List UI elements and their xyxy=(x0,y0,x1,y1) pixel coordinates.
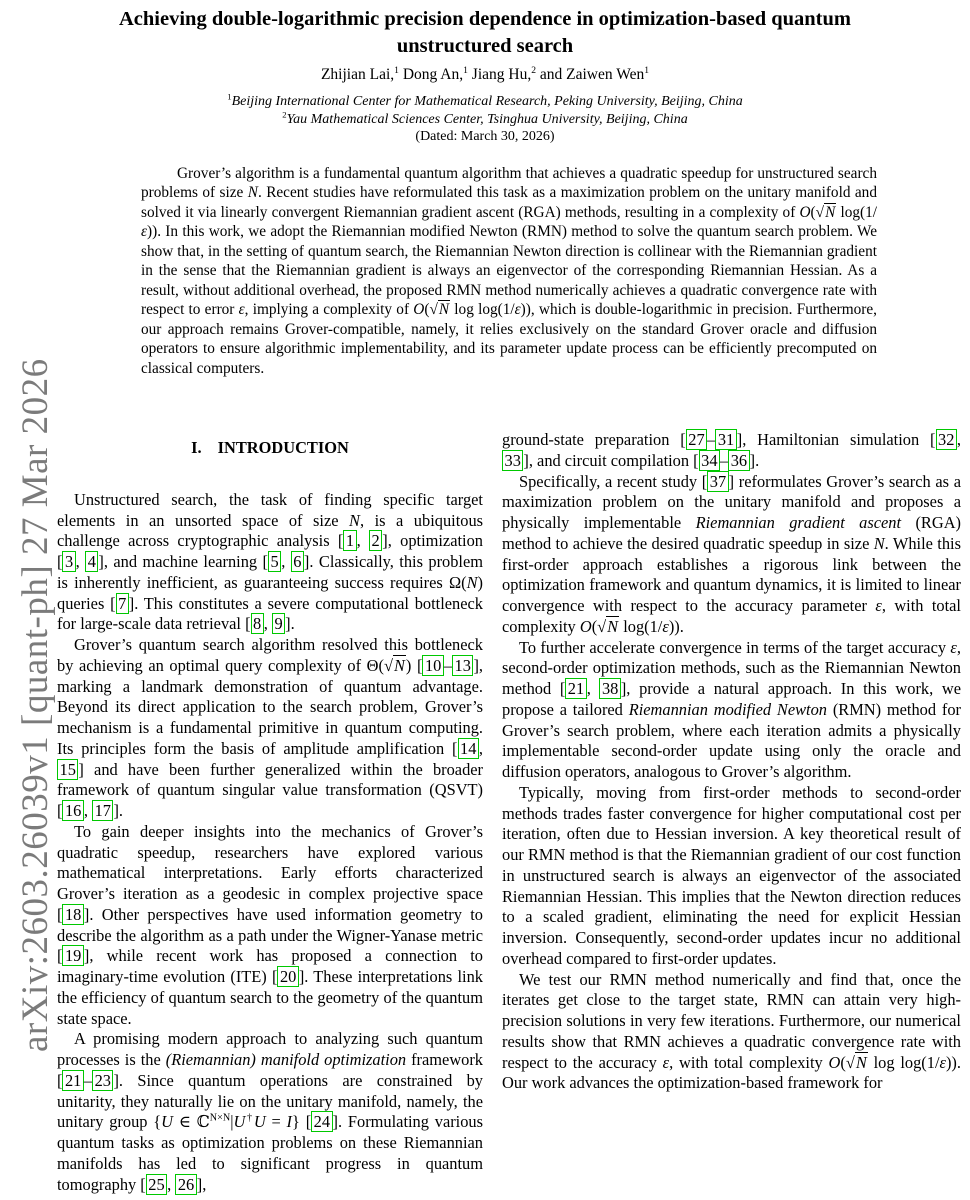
citation-ref[interactable]: 15 xyxy=(57,759,78,780)
citation-ref[interactable]: 2 xyxy=(369,530,382,551)
citation-ref[interactable]: 8 xyxy=(251,613,264,634)
paragraph: ground-state preparation [ 27 – 31 ], Hamiltonian simulation [ 32 , 33 ], and circuit compilation [ 34 – 36 ]. xyxy=(502,430,962,470)
math-symbol: O xyxy=(413,301,425,319)
superscript: 1 xyxy=(644,64,650,76)
italic-text: (Riemannian) manifold optimization xyxy=(165,1050,407,1069)
sqrt-expression: √N xyxy=(429,301,450,319)
arxiv-watermark: arXiv:2603.26039v1 [quant-ph] 27 Mar 2026 xyxy=(15,358,56,1052)
italic-text: Yau Mathematical Sciences Center, Tsinghua University, Beijing, China xyxy=(286,111,688,127)
sqrt-expression: √N xyxy=(383,655,405,675)
math-symbol: ε xyxy=(950,637,957,657)
math-symbol: N xyxy=(349,510,360,530)
citation-ref[interactable]: 36 xyxy=(728,450,749,471)
right-column xyxy=(502,430,961,1094)
citation-ref[interactable]: 32 xyxy=(936,429,957,450)
math-symbol: N xyxy=(466,572,478,592)
citation-ref[interactable]: 37 xyxy=(707,471,728,492)
paragraph: Specifically, a recent study [ 37 ] reformulates Grover’s search as a maximization problem on the unitary manifold and proposes a physically implementable Riemannian gradient ascent (RGA) method to achieve the desired quadratic speedup in size N. While this first-order approach establishes a rigorous link between the optimization framework and quantum dynamics, it is limited to linear convergence with respect to the accuracy parameter ε, with total complexity O(√N log(1/ε)). xyxy=(502,471,961,636)
superscript: 1 xyxy=(463,64,468,76)
math-symbol: O xyxy=(579,616,592,636)
left-column xyxy=(57,430,483,1195)
citation-ref[interactable]: 9 xyxy=(272,613,285,634)
affiliation-2 xyxy=(60,108,910,128)
citation-ref[interactable]: 25 xyxy=(146,1174,167,1195)
math-symbol: ε xyxy=(514,301,521,319)
affiliation-1 xyxy=(60,91,910,110)
superscript: 2 xyxy=(531,64,536,76)
paper-title xyxy=(60,6,910,60)
math-symbol: ε xyxy=(939,1052,946,1072)
citation-ref[interactable]: 34 xyxy=(699,450,720,471)
math-symbol: ε xyxy=(662,616,669,636)
citation-ref[interactable]: 19 xyxy=(62,945,83,966)
math-symbol: N xyxy=(873,533,885,553)
section-numeral: I. xyxy=(191,438,202,457)
citation-ref[interactable]: 3 xyxy=(62,551,75,572)
italic-text: Riemannian gradient ascent xyxy=(695,513,902,532)
superscript: 2 xyxy=(282,108,287,119)
sqrt-expression: √N xyxy=(597,616,619,636)
section-title: INTRODUCTION xyxy=(217,438,349,457)
citation-ref[interactable]: 16 xyxy=(62,800,83,821)
math-symbol: U xyxy=(253,1112,266,1132)
paragraph: Unstructured search, the task of finding specific target elements in an unsorted space of size N, is a ubiquitous challenge across cryptographic analysis [ 1 , 2 ], optimization [ 3 , 4 ], and machine learning [ 5 , 6 ]. Classically, this problem is inherently inefficient, as guaranteeing success requires Ω(N) queries [ 7 ]. This constitutes a severe computational bottleneck for large-scale data retrieval [ 8 , 9 ]. xyxy=(57,489,484,634)
math-symbol: U xyxy=(233,1112,246,1132)
citation-ref[interactable]: 14 xyxy=(458,738,479,759)
paper-title-line-2: unstructured search xyxy=(396,35,574,57)
citation-ref[interactable]: 24 xyxy=(311,1111,332,1132)
citation-ref[interactable]: 20 xyxy=(277,966,298,987)
citation-ref[interactable]: 13 xyxy=(452,655,473,676)
paragraph: To gain deeper insights into the mechanics of Grover’s quadratic speedup, researchers have explored various mathematical interpretations. Early efforts characterized Grover’s iteration as a geodesic in complex projective space [ 18 ]. Other perspectives have used information geometry to describe the algorithm as a path under the Wigner-Yanase metric [ 19 ], while recent work has proposed a connection to imaginary-time evolution (ITE) [ 20 ]. These interpretations link the efficiency of quantum search to the geometry of the quantum state space. xyxy=(57,821,484,1028)
paragraph: Typically, moving from first-order methods to second-order methods trades faster convergence for higher computational cost per iteration, often due to Hessian inversion. A key theoretical result of our RMN method is that the Riemannian gradient of our cost function in unstructured search is always an eigenvector of the associated Riemannian Hessian. This implies that the Newton direction reduces to a scaled gradient, eliminating the need for explicit Hessian inversion. Consequently, second-order updates incur no additional overhead compared to first-order updates. xyxy=(502,782,961,968)
math-symbol: ε xyxy=(238,301,245,319)
citation-ref[interactable]: 5 xyxy=(268,551,281,572)
math-symbol: ε xyxy=(662,1052,670,1072)
citation-ref[interactable]: 7 xyxy=(116,593,129,614)
superscript: 1 xyxy=(227,91,232,102)
citation-ref[interactable]: 4 xyxy=(85,551,98,572)
sqrt-expression: √N xyxy=(815,203,836,221)
math-symbol: O xyxy=(828,1052,841,1072)
citation-ref[interactable]: 1 xyxy=(343,530,356,551)
superscript: N×N xyxy=(209,1112,231,1124)
section-heading-introduction xyxy=(57,438,483,459)
paragraph: A promising modern approach to analyzing such quantum processes is the (Riemannian) manifold optimization framework [ 21 – 23 ]. Since quantum operations are constrained by unitarity, they naturally lie on the unitary manifold, namely, the unitary group {U ∈ ℂ$^{N\times N}$|U†U = I} [ 24 ]. Formulating various quantum tasks as optimization problems on these Riemannian manifolds has led to significant progress in quantum tomography [ 25 , 26 ], xyxy=(57,1029,484,1194)
paragraph: To further accelerate convergence in terms of the target accuracy ε, second-order optimization methods, such as the Riemannian Newton method [ 21 , 38 ], provide a natural approach. In this work, we propose a tailored Riemannian modified Newton (RMN) method for Grover’s search problem, where each iteration admits a physically implementable second-order update using only the oracle and diffusion operators, analogous to Grover’s algorithm. xyxy=(502,637,961,781)
sqrt-expression: √N xyxy=(845,1052,867,1072)
citation-ref[interactable]: 6 xyxy=(291,551,304,572)
paragraph: Grover’s quantum search algorithm resolved this bottleneck by achieving an optimal query complexity of Θ(√N) [ 10 – 13 ], marking a landmark demonstration of quantum advantage. Beyond its direct application to the search problem, Grover’s mechanism is a fundamental primitive in quantum computing. Its principles form the basis of amplitude amplification [ 14 , 15 ] and have been further generalized within the broader framework of quantum singular value transformation (QSVT) [ 16 , 17 ]. xyxy=(57,635,483,820)
citation-ref[interactable]: 26 xyxy=(175,1174,196,1195)
citation-ref[interactable]: 33 xyxy=(502,450,523,471)
citation-ref[interactable]: 31 xyxy=(715,429,736,450)
dated-line: (Dated: March 30, 2026) xyxy=(415,128,555,144)
abstract: Grover’s algorithm is a fundamental quantum algorithm that achieves a quadratic speedup for unstructured search problems of size N. Recent studies have reformulated this task as a maximization problem on the unitary manifold and solved it via linearly convergent Riemannian gradient ascent (RGA) methods, resulting in a complexity of O(√N log(1/ε)). In this work, we adopt the Riemannian modified Newton (RMN) method to solve the quantum search problem. We show that, in the setting of quantum search, the Riemannian Newton direction is collinear with the Riemannian gradient in the sense that the Riemannian gradient is always an eigenvector of the corresponding Riemannian Hessian. As a result, without additional overhead, the proposed RMN method numerically achieves a quadratic convergence rate with respect to error ε, implying a complexity of O(√N log log(1/ε)), which is double-logarithmic in precision. Furthermore, our approach remains Grover-compatible, namely, it relies exclusively on the standard Grover oracle and diffusion operators to ensure algorithmic implementability, and its parameter update process can be efficiently precomputed on classical computers. xyxy=(141,165,877,377)
citation-ref[interactable]: 38 xyxy=(599,678,620,699)
paragraph: We test our RMN method numerically and find that, once the iterates get close to the target state, RMN can attain very high-precision solutions in very few iterations. Furthermore, our numerical results show that RMN achieves a quadratic convergence rate with respect to the accuracy ε, with total complexity O(√N log log(1/ε)). Our work advances the optimization-based framework for xyxy=(502,969,961,1093)
superscript: 1 xyxy=(394,64,399,76)
citation-ref[interactable]: 17 xyxy=(92,800,113,821)
citation-ref[interactable]: 21 xyxy=(565,678,586,699)
author-line: Zhijian Lai,$^1$ Dong An,$^1$ Jiang Hu,$^2$ and Zaiwen Wen$^1$ xyxy=(320,64,650,83)
italic-text: Beijing International Center for Mathematical Research, Peking University, Beijing, China xyxy=(231,94,743,109)
paper-title-line-1: Achieving double-logarithmic precision dependence in optimization-based quantum xyxy=(119,8,851,30)
math-symbol: N xyxy=(247,184,258,202)
citation-ref[interactable]: 27 xyxy=(686,429,707,450)
superscript: † xyxy=(245,1112,254,1124)
math-symbol: ε xyxy=(875,596,882,615)
citation-ref[interactable]: 18 xyxy=(62,904,83,925)
math-symbol: O xyxy=(799,203,811,221)
citation-ref[interactable]: 10 xyxy=(422,655,443,676)
math-symbol: ε xyxy=(141,223,148,241)
math-symbol: U xyxy=(161,1112,173,1132)
citation-ref[interactable]: 21 xyxy=(62,1070,83,1091)
citation-ref[interactable]: 23 xyxy=(92,1070,113,1091)
math-symbol: I xyxy=(286,1112,293,1132)
italic-text: Riemannian modified Newton xyxy=(628,699,827,719)
